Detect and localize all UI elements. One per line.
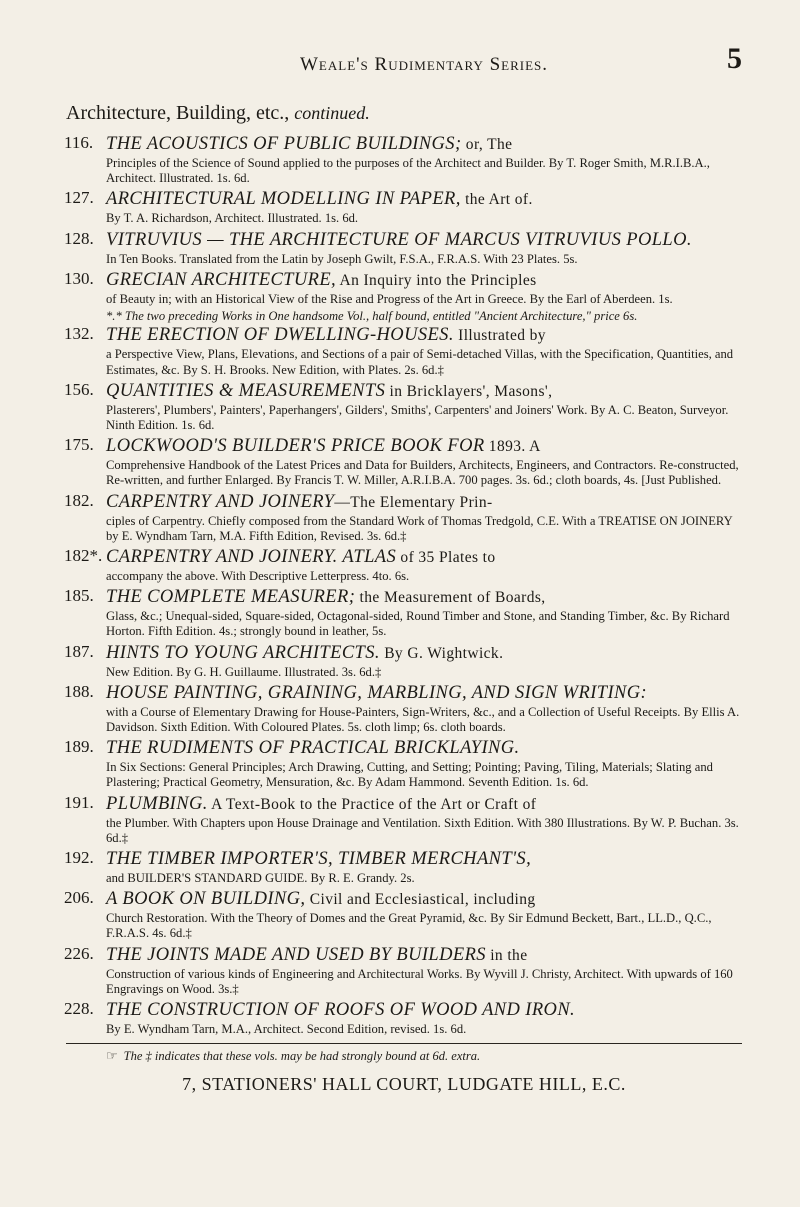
catalogue-entry bbox=[66, 999, 742, 1037]
catalogue-entry bbox=[66, 682, 742, 735]
entry-number: 182*. bbox=[64, 546, 103, 566]
entry-description: In Six Sections: General Principles; Arch Drawing, Cutting, and Setting; Pointing; Paving, Tiling, Materials; Slating and Plastering; Practical Geometry, Mensuration, &c. By Adam Hammond. Seventh Edition. 1s. 6d. bbox=[106, 760, 713, 790]
entry-description: the Plumber. With Chapters upon House Drainage and Ventilation. Sixth Edition. With 380 Illustrations. By W. P. Buchan. 3s. 6d.‡ bbox=[106, 815, 739, 845]
running-head bbox=[66, 40, 742, 76]
entry-heading bbox=[106, 546, 742, 569]
entry-title: THE JOINTS MADE AND USED BY BUILDERS bbox=[106, 944, 486, 965]
entry-number: 187. bbox=[64, 641, 94, 661]
entry-heading bbox=[106, 133, 742, 156]
entry-heading bbox=[106, 848, 742, 871]
catalogue-entry bbox=[66, 737, 742, 790]
bundle-note: *.* The two preceding Works in One handsome Vol., half bound, entitled "Ancient Architecture," price 6s. bbox=[106, 309, 638, 324]
entry-description: New Edition. By G. H. Guillaume. Illustrated. 3s. 6d.‡ bbox=[106, 664, 382, 679]
entry-title: QUANTITIES & MEASUREMENTS bbox=[106, 380, 386, 401]
entry-number: 132. bbox=[64, 324, 94, 344]
entry-heading bbox=[106, 642, 742, 665]
entry-heading bbox=[106, 491, 742, 514]
entry-heading bbox=[106, 269, 742, 292]
entry-title: THE COMPLETE MEASURER; bbox=[106, 587, 356, 608]
catalogue-entry bbox=[66, 269, 742, 307]
catalogue-entry bbox=[66, 380, 742, 433]
entry-lead: 1893. A bbox=[484, 438, 541, 456]
entry-lead: By G. Wightwick. bbox=[379, 644, 504, 662]
footnote-rule bbox=[66, 1043, 742, 1044]
entry-lead: A Text-Book to the Practice of the Art or Craft of bbox=[207, 795, 537, 813]
section-continued: continued. bbox=[294, 103, 370, 123]
entry-number: 182. bbox=[64, 490, 94, 510]
catalogue-entry bbox=[66, 888, 742, 941]
catalogue-entry bbox=[66, 229, 742, 267]
entry-lead: or, The bbox=[461, 136, 513, 153]
entry-title: VITRUVIUS — THE ARCHITECTURE OF MARCUS VITRUVIUS POLLO. bbox=[106, 229, 692, 250]
entry-description: By E. Wyndham Tarn, M.A., Architect. Second Edition, revised. 1s. 6d. bbox=[106, 1022, 467, 1037]
entry-lead: in the bbox=[485, 946, 528, 964]
catalogue-entry bbox=[66, 491, 742, 544]
entry-lead: the Art of. bbox=[460, 191, 533, 209]
entry-description: Construction of various kinds of Engineering and Architectural Works. By Wyvill J. Christy, Architect. With upwards of 160 Engravings on Wood. 3s.‡ bbox=[106, 966, 733, 996]
footnote bbox=[66, 1048, 742, 1064]
entry-description: ciples of Carpentry. Chiefly composed from the Standard Work of Thomas Tredgold, C.E. With a TREATISE ON JOINERY by E. Wyndham Tarn, M.A. Fifth Edition, Revised. 3s. 6d.‡ bbox=[106, 513, 733, 543]
entry-description: Comprehensive Handbook of the Latest Prices and Data for Builders, Architects, Engineers, and Contractors. Re-constructed, Re-written, and further Enlarged. By Francis T. W. Miller, A.R.I.B.A. 700 pages. 3s. 6d.; cloth boards, 4s. [Just Published. bbox=[106, 458, 739, 488]
catalogue-entry bbox=[66, 133, 742, 186]
entry-title: LOCKWOOD'S BUILDER'S PRICE BOOK FOR bbox=[106, 436, 485, 457]
entry-description: a Perspective View, Plans, Elevations, and Sections of a pair of Semi-detached Villas, with the Specification, Quantities, and Estimates, &c. By S. H. Brooks. New Edition, with Plates. 2s. 6d.‡ bbox=[106, 347, 734, 377]
catalogue-entry bbox=[66, 793, 742, 846]
entry-title: GRECIAN ARCHITECTURE, bbox=[106, 269, 337, 290]
entry-description: By T. A. Richardson, Architect. Illustrated. 1s. 6d. bbox=[106, 211, 359, 226]
catalogue-entry bbox=[66, 586, 742, 639]
catalogue-entry bbox=[66, 546, 742, 584]
entry-title: THE ACOUSTICS OF PUBLIC BUILDINGS; bbox=[106, 134, 462, 154]
entry-lead: An Inquiry into the Principles bbox=[336, 271, 537, 289]
entry-title: CARPENTRY AND JOINERY bbox=[106, 491, 335, 512]
entry-title: THE ERECTION OF DWELLING-HOUSES. bbox=[106, 325, 454, 346]
entry-heading bbox=[106, 380, 742, 403]
entry-number: 191. bbox=[64, 792, 94, 812]
entry-number: 130. bbox=[64, 268, 94, 288]
catalogue-entry bbox=[66, 324, 742, 377]
pointing-hand-icon: ☞ bbox=[106, 1048, 118, 1064]
entry-lead: Illustrated by bbox=[453, 327, 546, 345]
entry-number: 188. bbox=[64, 681, 94, 701]
entry-heading bbox=[106, 737, 742, 760]
entry-description: with a Course of Elementary Drawing for House-Painters, Sign-Writers, &c., and a Collection of Useful Receipts. By Ellis A. Davidson. Sixth Edition. With Coloured Plates. 5s. cloth limp; 6s. cloth boards. bbox=[106, 704, 740, 735]
entry-number: 192. bbox=[64, 848, 94, 868]
entry-heading bbox=[106, 944, 742, 967]
entry-list bbox=[66, 133, 742, 1037]
entry-description: Glass, &c.; Unequal-sided, Square-sided, Octagonal-sided, Round Timber and Stone, and Standing Timber, &c. By Richard Horton. Fifth Edition. 4s.; strongly bound in leather, 5s. bbox=[106, 609, 730, 639]
entry-lead: of 35 Plates to bbox=[396, 549, 496, 567]
entry-heading bbox=[106, 324, 742, 347]
entry-heading bbox=[106, 999, 742, 1022]
entry-heading bbox=[106, 888, 742, 911]
catalogue-entry bbox=[66, 435, 742, 488]
footnote-text: The ‡ indicates that these vols. may be had strongly bound at 6d. extra. bbox=[123, 1049, 481, 1064]
entry-title: THE CONSTRUCTION OF ROOFS OF WOOD AND IRON. bbox=[106, 1000, 576, 1021]
catalogue-entry bbox=[66, 848, 742, 886]
entry-number: 116. bbox=[64, 133, 94, 152]
entry-description: Plasterers', Plumbers', Painters', Paperhangers', Gilders', Smiths', Carpenters' and Joiners' Work. By A. C. Beaton, Surveyor. Ninth Edition. 1s. 6d. bbox=[106, 402, 729, 433]
entry-title: THE RUDIMENTS OF PRACTICAL BRICKLAYING. bbox=[106, 738, 520, 759]
entry-number: 206. bbox=[64, 888, 94, 908]
catalogue-entry bbox=[66, 642, 742, 680]
entry-description: and BUILDER'S STANDARD GUIDE. By R. E. Grandy. 2s. bbox=[106, 871, 415, 886]
entry-heading bbox=[106, 682, 742, 705]
section-title bbox=[66, 102, 742, 125]
entry-heading bbox=[106, 586, 742, 609]
entry-lead: —The Elementary Prin- bbox=[334, 493, 493, 511]
entry-title: ARCHITECTURAL MODELLING IN PAPER, bbox=[106, 189, 461, 210]
entry-description: of Beauty in; with an Historical View of the Rise and Progress of the Art in Greece. By the Earl of Aberdeen. 1s. bbox=[106, 291, 673, 306]
entry-title: HOUSE PAINTING, GRAINING, MARBLING, AND SIGN WRITING: bbox=[106, 682, 648, 703]
entry-heading bbox=[106, 229, 742, 252]
entry-number: 185. bbox=[64, 586, 94, 606]
entry-lead: the Measurement of Boards, bbox=[355, 589, 546, 607]
entry-number: 156. bbox=[64, 379, 94, 399]
publisher-imprint: 7, STATIONERS' HALL COURT, LUDGATE HILL, E.C. bbox=[182, 1074, 626, 1095]
series-title: Weale's Rudimentary Series. bbox=[299, 54, 549, 75]
entry-number: 128. bbox=[64, 228, 94, 248]
page-number: 5 bbox=[727, 42, 742, 75]
entry-title: PLUMBING. bbox=[106, 793, 208, 814]
entry-description: accompany the above. With Descriptive Letterpress. 4to. 6s. bbox=[106, 569, 410, 584]
catalogue-entry bbox=[66, 944, 742, 997]
section-title-text: Architecture, Building, etc., bbox=[66, 102, 290, 124]
entry-description: Principles of the Science of Sound applied to the purposes of the Architect and Builder. By T. Roger Smith, M.R.I.B.A., Architect. Illustrated. 1s. 6d. bbox=[106, 156, 710, 186]
entry-heading bbox=[106, 793, 742, 816]
entry-title: THE TIMBER IMPORTER'S, TIMBER MERCHANT'S, bbox=[106, 849, 532, 870]
entry-description: In Ten Books. Translated from the Latin by Joseph Gwilt, F.S.A., F.R.A.S. With 23 Plates. 5s. bbox=[106, 251, 578, 266]
entry-number: 189. bbox=[64, 737, 94, 757]
entry-number: 226. bbox=[64, 943, 94, 963]
entry-description: Church Restoration. With the Theory of Domes and the Great Pyramid, &c. By Sir Edmund Beckett, Bart., LL.D., Q.C., F.R.A.S. 4s. 6d.‡ bbox=[106, 911, 712, 941]
entry-heading bbox=[106, 435, 742, 458]
entry-lead: Civil and Ecclesiastical, including bbox=[305, 891, 536, 909]
entry-number: 175. bbox=[64, 435, 94, 455]
entry-lead: in Bricklayers', Masons', bbox=[385, 382, 553, 400]
entry-title: CARPENTRY AND JOINERY. ATLAS bbox=[106, 547, 397, 568]
entry-title: HINTS TO YOUNG ARCHITECTS. bbox=[106, 642, 380, 663]
entry-heading bbox=[106, 188, 742, 211]
entry-number: 228. bbox=[64, 999, 94, 1019]
catalogue-entry bbox=[66, 188, 742, 226]
entry-number: 127. bbox=[64, 188, 94, 208]
entry-title: A BOOK ON BUILDING, bbox=[106, 889, 306, 910]
